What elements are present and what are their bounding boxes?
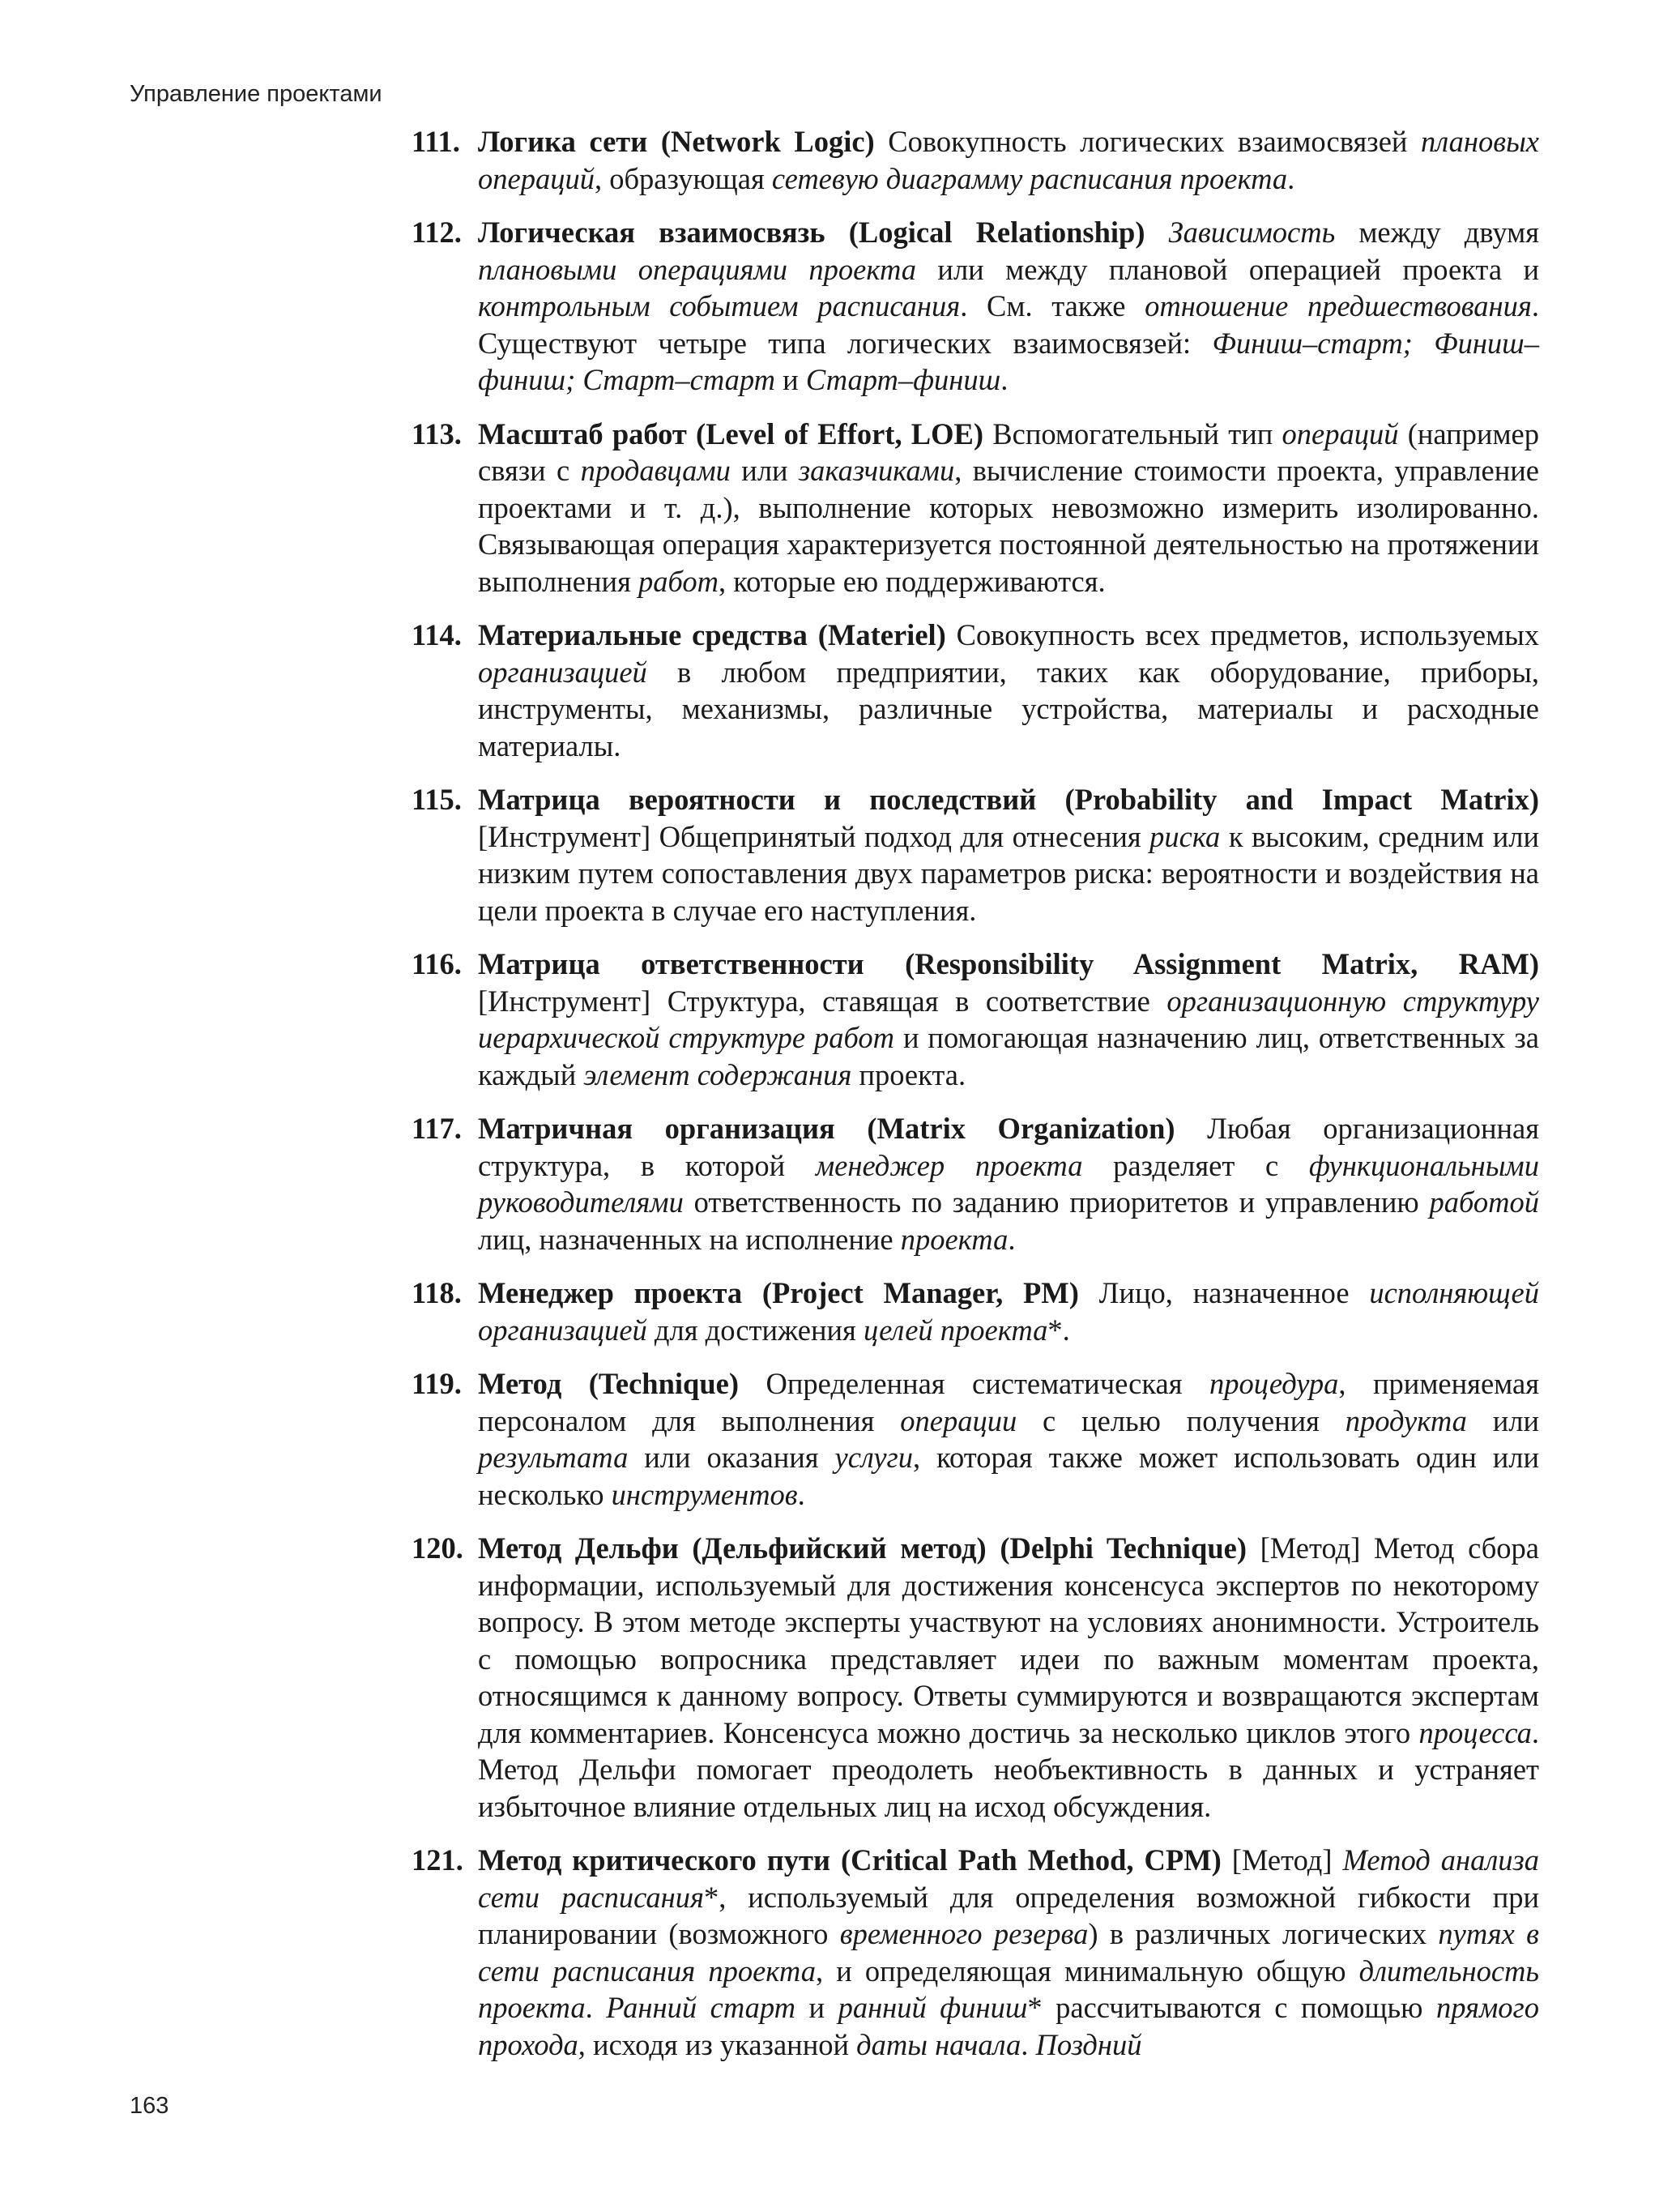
entry-term: Метод Дельфи (Дельфийский метод) (Delphi Technique) xyxy=(478,1531,1247,1565)
entry-text: [Метод] Метод сбора информации, используемый для достижения консенсуса экспертов по некоторому вопросу. В этом методе эксперты участвуют на условиях анонимности. Устроитель с помощью вопросника представляет идеи по важным моментам проекта, относящимся к данному вопросу. Ответы суммируются и возвращаются экспертам для комментариев. Консенсуса можно достичь за несколько циклов этого xyxy=(478,1531,1539,1749)
entry-text: . xyxy=(1021,2027,1036,2061)
entry-number: 114. xyxy=(412,618,462,651)
entry-italic-text: результата xyxy=(478,1441,629,1474)
entry-number: 113. xyxy=(412,416,462,451)
entry-text: или оказания xyxy=(628,1441,835,1474)
entry-text: Совокупность логических взаимосвязей xyxy=(874,125,1422,158)
entry-italic-text: операций xyxy=(1282,416,1399,451)
entry-text: ) в различных логических xyxy=(1088,1917,1439,1950)
entry-italic-text: процедура xyxy=(1209,1367,1339,1400)
entry-italic-text: ранний финиш xyxy=(838,1991,1028,2024)
entry-text: , исходя из указанной xyxy=(578,2027,857,2061)
entry-italic-text: инструментов xyxy=(611,1477,798,1511)
entry-text: * рассчитываются с помощью xyxy=(1027,1991,1436,2024)
entry-italic-text: даты начала xyxy=(856,2027,1021,2061)
entry-text: [Инструмент] Структура, ставящая в соответствие xyxy=(478,984,1167,1018)
entry-text: . xyxy=(797,1477,805,1511)
entry-italic-text: плановыми операциями проекта xyxy=(478,252,916,286)
glossary-entry xyxy=(412,214,1539,399)
entry-text: и xyxy=(775,363,806,396)
entry-text: Вспомогательный тип xyxy=(983,416,1282,451)
entry-italic-text: процесса xyxy=(1418,1715,1532,1749)
entry-text: или между плановой операцией проекта и xyxy=(916,252,1539,286)
entry-term: Логика сети (Network Logic) xyxy=(478,125,875,158)
entry-italic-text: операции xyxy=(900,1403,1017,1437)
entry-text: или xyxy=(1466,1403,1539,1437)
entry-term: Матрица ответственности (Responsibility Assignment Matrix, RAM) xyxy=(478,947,1539,980)
entry-italic-text: услуги xyxy=(834,1441,914,1474)
entry-italic-text: организацией xyxy=(478,655,647,689)
entry-text: разделяет с xyxy=(1082,1148,1309,1182)
entry-italic-text: Старт–финиш xyxy=(805,363,1001,396)
entry-italic-text: работ xyxy=(638,564,719,598)
entry-text: *, используемый для определения возможной гибкости при планировании (возможного xyxy=(478,1880,1540,1950)
glossary-entry xyxy=(412,416,1539,600)
entry-text: . xyxy=(585,1991,607,2024)
entry-italic-text: элемент содержания xyxy=(583,1057,852,1091)
entry-text: к высоким, средним или низким путем сопоставления двух параметров риска: вероятности и воздействия на цели проекта в случае его наступления. xyxy=(478,819,1539,927)
entry-text: проекта. xyxy=(851,1057,966,1091)
entry-text: ответственность по заданию приоритетов и управлению xyxy=(683,1185,1430,1219)
entry-text: Определенная систематическая xyxy=(739,1367,1210,1400)
entry-italic-text: продукта xyxy=(1345,1403,1467,1437)
entry-term: Метод критического пути (Critical Path Method, CPM) xyxy=(478,1843,1222,1877)
entry-text: , и определяющая минимальную общую xyxy=(815,1954,1359,1988)
entry-number: 111. xyxy=(412,125,460,158)
entry-italic-text: целей проекта xyxy=(863,1313,1048,1347)
entry-italic-text: проекта xyxy=(900,1222,1009,1256)
entry-text: . xyxy=(1287,161,1295,195)
glossary-entries xyxy=(412,123,1539,2080)
entry-italic-text: заказчиками xyxy=(798,454,955,487)
entry-italic-text: исполняющей организацией xyxy=(478,1276,1540,1347)
entry-text: и xyxy=(795,1991,838,2024)
entry-text: , применяемая персоналом для выполнения xyxy=(478,1367,1539,1437)
entry-text: . Существуют четыре типа логических взаимосвязей: xyxy=(478,289,1539,360)
page-number: 163 xyxy=(130,2093,169,2119)
entry-italic-text: функциональными руководителями xyxy=(478,1148,1539,1219)
entry-text: между двумя xyxy=(1335,216,1539,249)
entry-italic-text: отношение предшествования xyxy=(1145,289,1532,322)
entry-italic-text: контрольным событием расписания xyxy=(478,289,961,322)
entry-number: 112. xyxy=(412,216,462,249)
entry-text: для достижения xyxy=(646,1313,864,1347)
entry-term: Масштаб работ (Level of Effort, LOE) xyxy=(478,416,984,451)
entry-text: Любая организационная структура, в которой xyxy=(478,1112,1540,1182)
entry-italic-text: работой xyxy=(1429,1185,1539,1219)
entry-text: и помогающая назначению лиц, ответственных за каждый xyxy=(478,1021,1539,1091)
entry-text: Совокупность всех предметов, используемых xyxy=(945,618,1539,651)
entry-text: с целью получения xyxy=(1017,1403,1346,1437)
entry-text: [Метод] xyxy=(1221,1843,1343,1877)
entry-number: 118. xyxy=(412,1276,462,1309)
entry-term: Менеджер проекта (Project Manager, PM) xyxy=(478,1276,1079,1309)
entry-text: или xyxy=(730,454,799,487)
entry-text: в любом предприятии, таких как оборудование, приборы, инструменты, механизмы, различные устройства, материалы и расходные материалы. xyxy=(478,655,1539,762)
entry-italic-text: прямого прохода xyxy=(478,1991,1539,2061)
entry-text: . xyxy=(1000,363,1009,396)
entry-italic-text: менеджер проекта xyxy=(815,1148,1083,1182)
entry-italic-text: сетевую диаграмму расписания проекта xyxy=(771,161,1288,195)
entry-term: Матрица вероятности и последствий (Probability and Impact Matrix) xyxy=(478,783,1539,816)
entry-italic-text: Ранний старт xyxy=(606,1991,796,2024)
entry-text: , образующая xyxy=(594,161,772,195)
entry-term: Матричная организация (Matrix Organization) xyxy=(478,1112,1175,1145)
entry-text: , вычисление стоимости проекта, управление проектами и т. д.), выполнение которых невозможно измерить изолированно. Связывающая операция характеризуется постоянной деятельностью на протяжении выполнения xyxy=(478,454,1539,598)
entry-italic-text: временного резерва xyxy=(839,1917,1089,1950)
entry-text: *. xyxy=(1047,1313,1070,1347)
running-header: Управление проектами xyxy=(130,81,382,107)
glossary-entry xyxy=(412,781,1539,929)
entry-term: Логическая взаимосвязь (Logical Relationship) xyxy=(478,216,1145,249)
entry-text: [Инструмент] Общепринятый подход для отнесения xyxy=(478,819,1150,853)
entry-italic-text: длительность проекта xyxy=(478,1954,1539,2024)
glossary-entry xyxy=(412,1842,1539,2063)
entry-text: (например связи с xyxy=(478,416,1539,487)
entry-term: Метод (Technique) xyxy=(478,1367,739,1400)
glossary-entry xyxy=(412,1275,1539,1348)
glossary-entry xyxy=(412,946,1539,1093)
entry-text: лиц, назначенных на исполнение xyxy=(478,1222,901,1256)
entry-number: 117. xyxy=(412,1112,462,1145)
entry-italic-text: Зависимость xyxy=(1168,216,1336,249)
entry-italic-text: продавцами xyxy=(580,454,731,487)
entry-text: Лицо, назначенное xyxy=(1078,1276,1370,1309)
entry-italic-text: организационную структуру иерархической структуре работ xyxy=(478,984,1539,1054)
entry-italic-text: путях в сети расписания проекта xyxy=(478,1917,1539,1988)
entry-term: Материальные средства (Materiel) xyxy=(478,618,946,651)
glossary-entry xyxy=(412,1110,1539,1258)
entry-text: . См. также xyxy=(960,289,1145,322)
entry-italic-text: плановых операций xyxy=(478,125,1539,195)
entry-italic-text: Финиш–старт; Финиш–финиш; Старт–старт xyxy=(478,326,1539,396)
glossary-entry xyxy=(412,617,1539,764)
entry-italic-text: Метод анализа сети расписания xyxy=(478,1843,1539,1914)
glossary-entry xyxy=(412,1530,1539,1825)
entry-number: 115. xyxy=(412,783,462,816)
entry-number: 120. xyxy=(412,1531,463,1565)
entry-text: . xyxy=(1008,1222,1016,1256)
glossary-entry xyxy=(412,123,1539,197)
entry-number: 121. xyxy=(412,1843,463,1877)
entry-text: , которые ею поддерживаются. xyxy=(719,564,1106,598)
entry-text xyxy=(1145,216,1168,249)
entry-italic-text: риска xyxy=(1149,819,1221,853)
entry-text: . Метод Дельфи помогает преодолеть необъективность в данных и устраняет избыточное влияние отдельных лиц на исход обсуждения. xyxy=(478,1715,1539,1823)
entry-number: 119. xyxy=(412,1367,462,1400)
entry-text: , которая также может использовать один или несколько xyxy=(478,1441,1539,1511)
entry-italic-text: Поздний xyxy=(1035,2027,1142,2061)
entry-number: 116. xyxy=(412,947,462,980)
glossary-entry xyxy=(412,1365,1539,1513)
